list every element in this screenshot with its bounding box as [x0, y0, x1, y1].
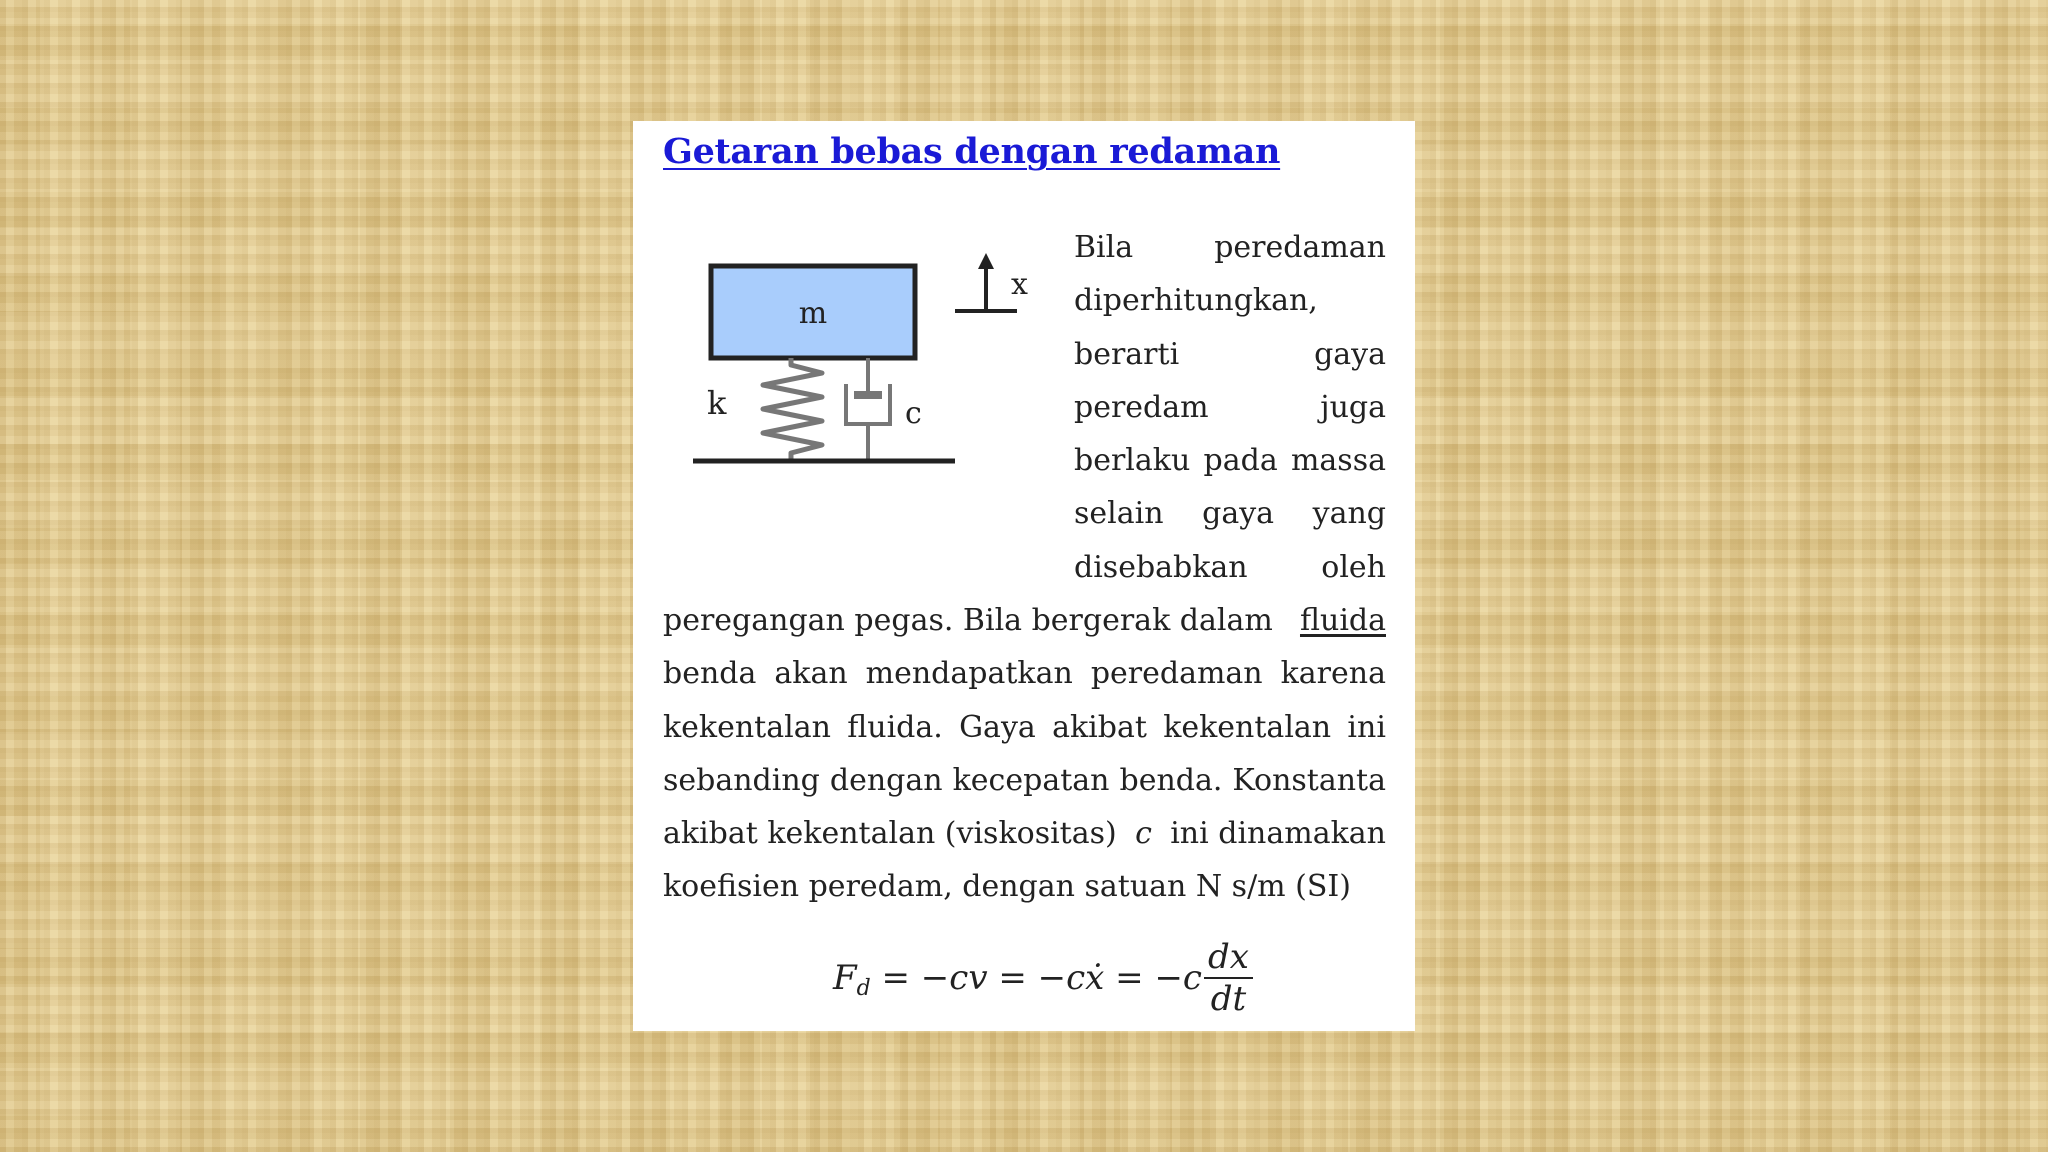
eq-numerator: dx — [1204, 937, 1253, 979]
variable-c: c — [1135, 816, 1152, 852]
content-card — [633, 121, 1415, 1031]
text-line: selain gaya yang — [1074, 496, 1386, 532]
text-line: berlaku pada massa — [1074, 443, 1386, 479]
spring-label: k — [707, 384, 727, 422]
paragraph-side-column — [1074, 221, 1386, 594]
damper-piston — [854, 391, 882, 399]
eq-body: = −cv = −cẋ = −c — [870, 958, 1202, 998]
text-line: koefisien peredam, dengan satuan N s/m (SI) — [663, 869, 1351, 905]
eq-fraction — [1204, 937, 1253, 1019]
text-line: diperhitungkan, — [1074, 283, 1318, 319]
displacement-arrowhead — [978, 253, 994, 269]
text-line: Bila peredaman — [1074, 230, 1386, 265]
eq-subscript: d — [856, 975, 871, 1001]
damper-label: c — [905, 396, 922, 431]
text-line: disebabkan oleh — [1074, 549, 1386, 585]
text-line: peregangan pegas. Bila bergerak dalam fluida — [663, 594, 1386, 647]
mass-spring-damper-diagram — [693, 251, 1053, 491]
spring — [763, 358, 822, 459]
text-line: berarti gaya — [1074, 336, 1386, 372]
text-line: akibat kekentalan (viskositas) c ini dinamakan — [663, 807, 1386, 860]
text-line: sebanding dengan kecepatan benda. Konstanta — [663, 762, 1386, 798]
eq-lhs: F — [833, 958, 857, 998]
eq-denominator: dt — [1210, 979, 1247, 1019]
section-title-link[interactable]: Getaran bebas dengan redaman — [663, 131, 1281, 172]
damping-force-equation — [833, 933, 1253, 1023]
fluida-link[interactable]: fluida — [1299, 603, 1386, 638]
paragraph-full-width — [663, 594, 1386, 914]
text-line: benda akan mendapatkan peredaman karena — [663, 656, 1386, 692]
text-line: kekentalan fluida. Gaya akibat kekentalan ini — [663, 709, 1386, 745]
mass-label: m — [798, 296, 828, 331]
displacement-label: x — [1011, 267, 1028, 302]
text-line: peredam juga — [1074, 389, 1386, 425]
